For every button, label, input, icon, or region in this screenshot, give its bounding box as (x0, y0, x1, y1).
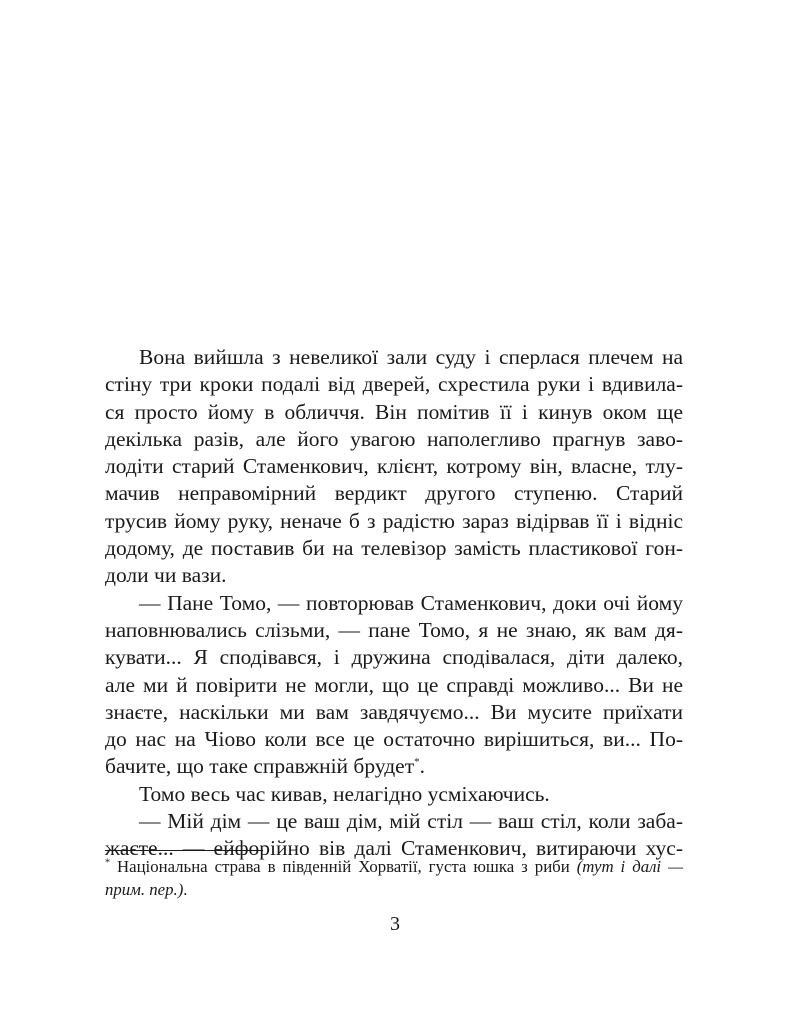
text-line: додому, де поставив би на телевізор замість пластикової гон- (105, 536, 683, 561)
text-line: стіну три кроки подалі від дверей, схрестила руки і вдивила- (105, 372, 683, 397)
text-line: до нас на Чіово коли все це остаточно вирішиться, ви... По- (105, 727, 683, 752)
text-line: трусив йому руку, неначе б з радістю зараз відірвав її і відніс (105, 508, 683, 533)
text-line-content: бачите, що таке справжній брудет (105, 754, 415, 779)
text-line: — Пане Томо, — повторював Стаменкович, доки очі йому (139, 590, 683, 615)
footnote-italic: прим. пер.) (105, 880, 184, 899)
footnote-marker: * (105, 857, 110, 869)
main-text (105, 344, 683, 863)
footnote (105, 855, 683, 901)
footnote-separator (105, 850, 263, 851)
text-line-tail: . (419, 754, 425, 779)
text-line: кувати... Я сподівався, і дружина сподівалася, діти далеко, (105, 645, 683, 670)
text-line: знаєте, наскільки ми вам завдячуємо... Ви мусите приїхати (105, 699, 683, 724)
text-line: наповнювались слізьми, — пане Томо, я не знаю, як вам дя- (105, 617, 683, 642)
footnote-reference: * (414, 756, 420, 769)
text-line: лодіти старий Стаменкович, клієнт, котрому він, власне, тлу- (105, 454, 683, 479)
text-line: — Мій дім — це ваш дім, мій стіл — ваш стіл, коли заба- (139, 809, 683, 834)
page-number: 3 (390, 913, 400, 935)
text-line: мачив неправомірний вердикт другого ступеню. Старий (105, 481, 683, 506)
text-line: але ми й повірити не могли, що це справді можливо... Ви не (105, 672, 683, 697)
footnote-text: Національна страва в південній Хорватії, густа юшка з риби (117, 857, 570, 876)
footnote-line (105, 855, 683, 878)
footnote-line (105, 878, 683, 901)
text-line: декілька разів, але його увагою наполегливо прагнув заво- (105, 426, 683, 451)
footnote-italic: (тут і далі — (576, 857, 683, 876)
text-line-with-footnote-ref (105, 753, 683, 780)
text-line: Томо весь час кивав, нелагідно усміхаючись. (139, 781, 550, 806)
footnote-tail: . (183, 880, 188, 899)
text-line: доли чи вази. (105, 563, 227, 588)
text-line: ся просто йому в обличчя. Він помітив її і кинув оком ще (105, 399, 683, 424)
text-line: жаєте... — ейфорійно вів далі Стаменкович, витираючи хус- (105, 836, 683, 861)
text-line: Вона вийшла з невеликої зали суду і сперлася плечем на (139, 345, 683, 369)
